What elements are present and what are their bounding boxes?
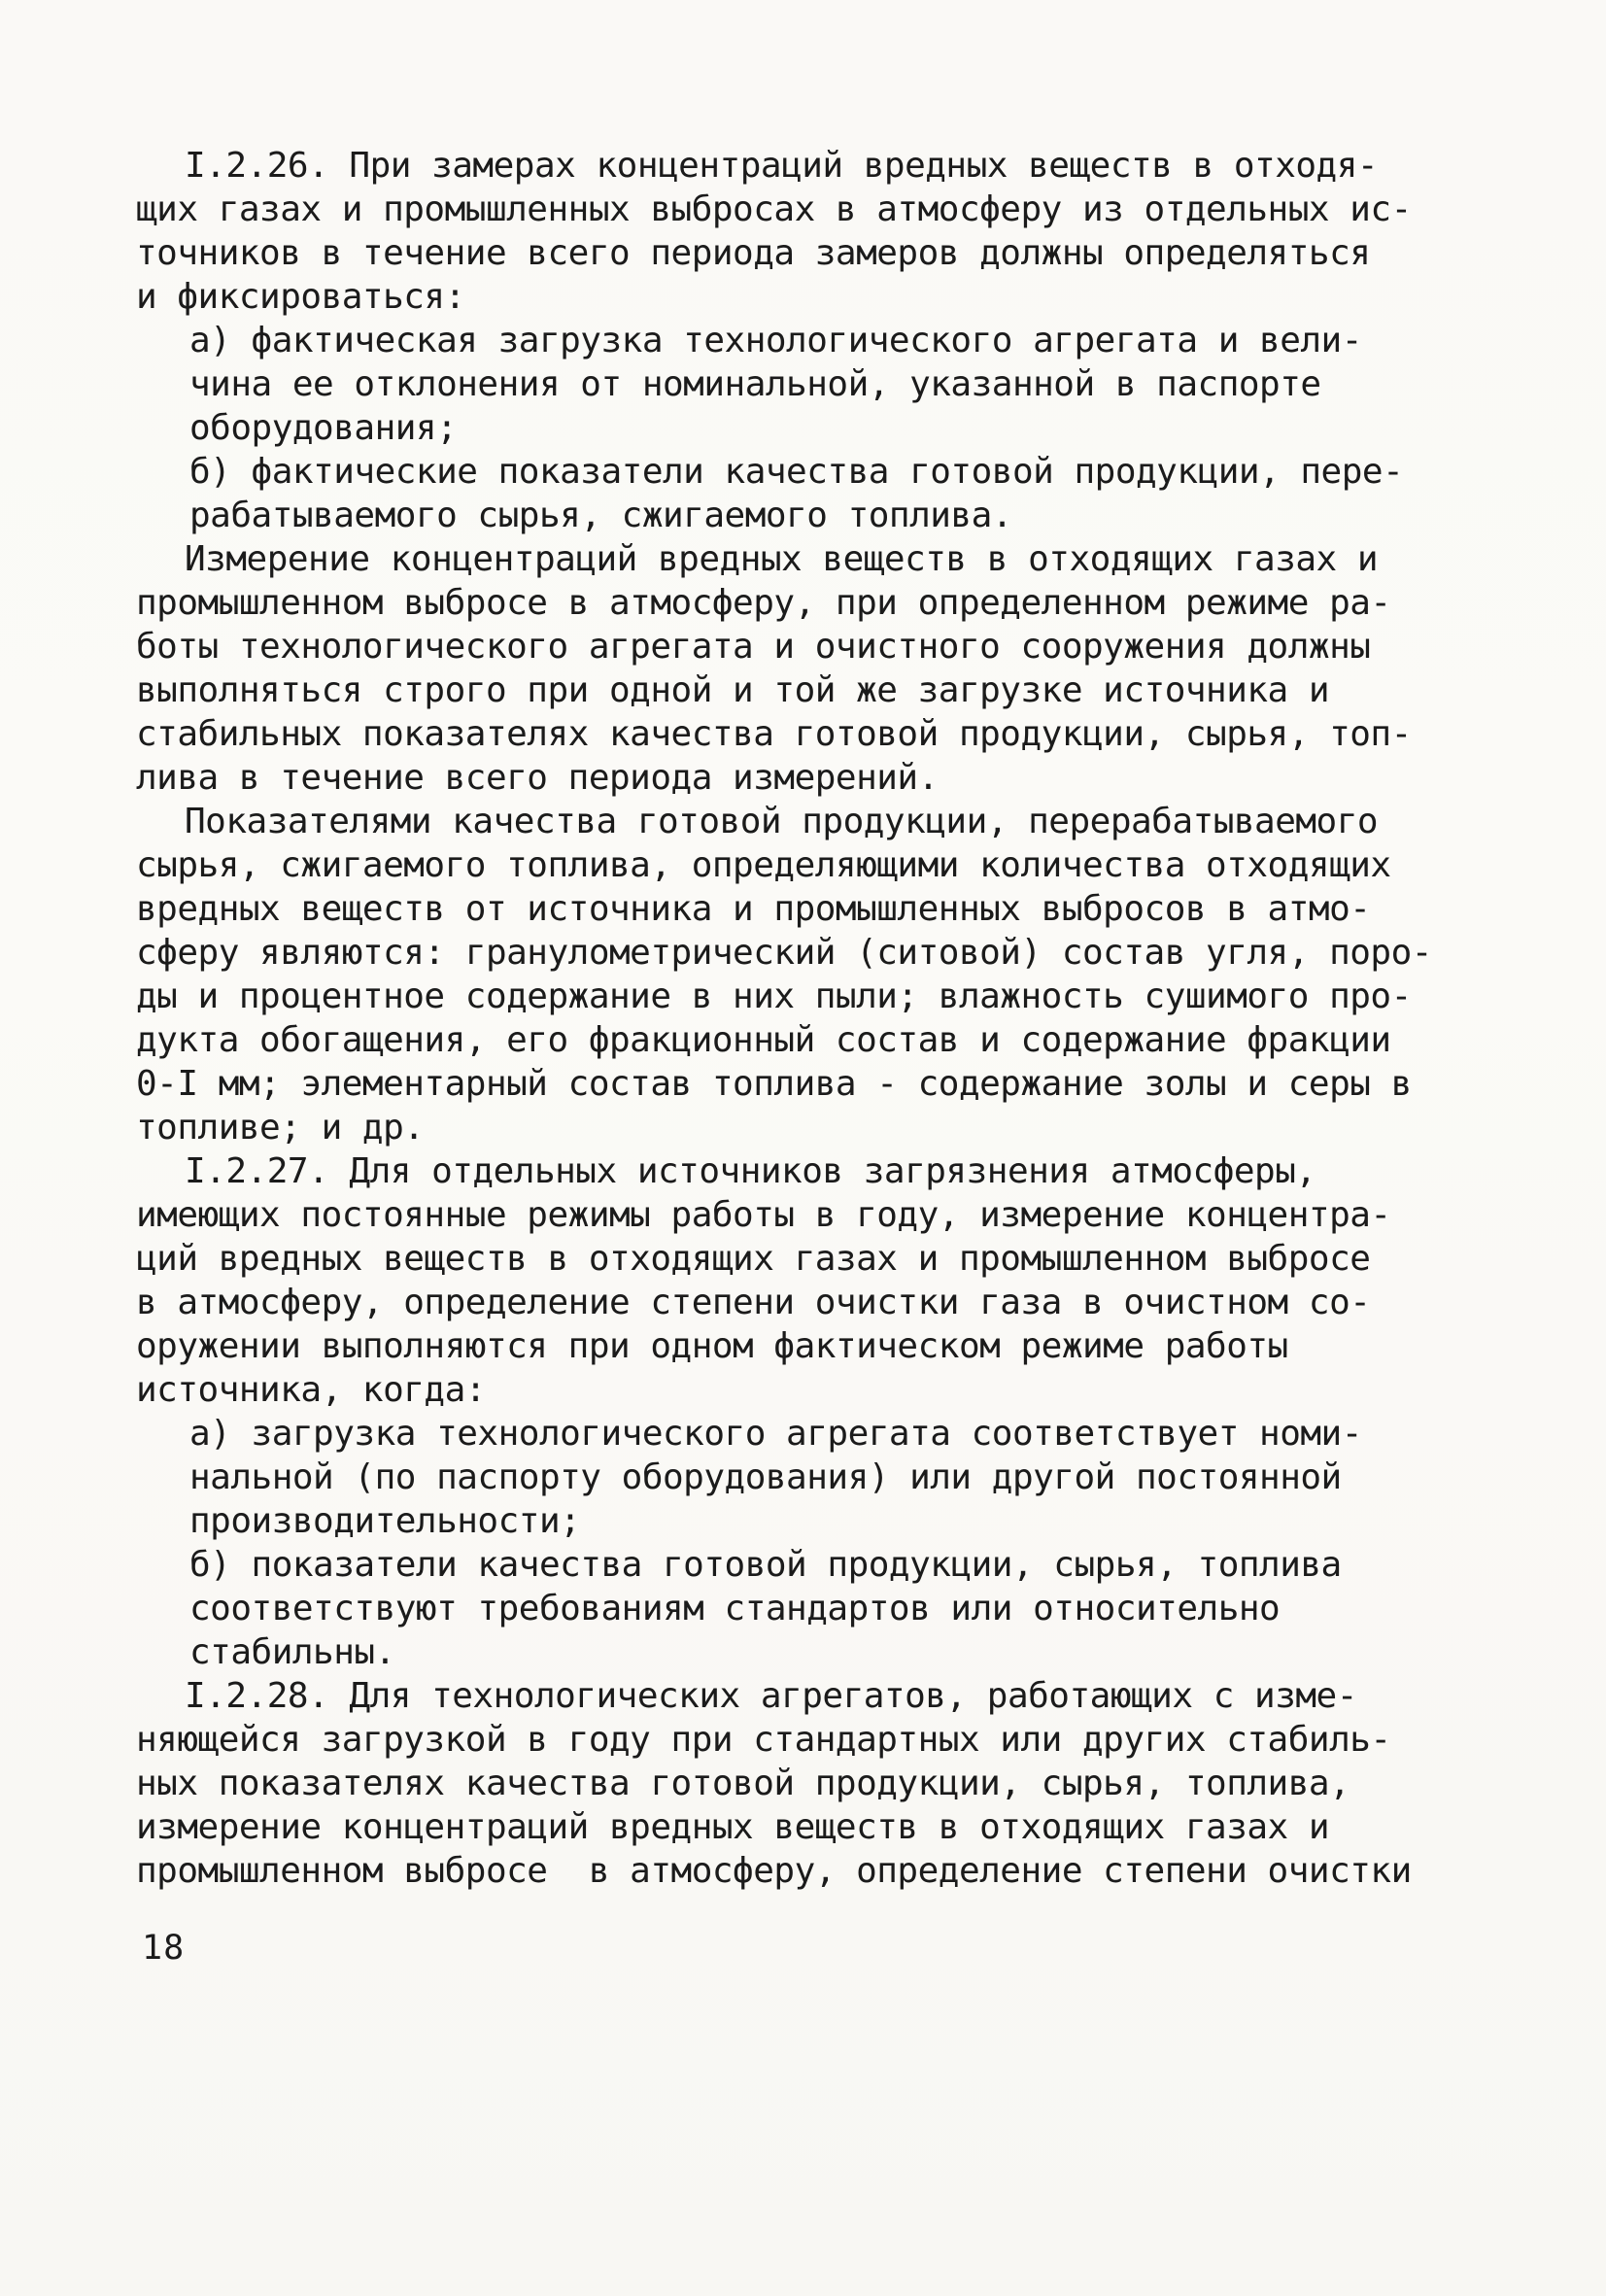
- text-line: ных показателях качества готовой продукции, сырья, топлива,: [136, 1764, 1350, 1803]
- text-line: б) фактические показатели качества готовой продукции, пере-: [189, 452, 1404, 492]
- text-line: оборудования;: [189, 408, 458, 448]
- text-line: и фиксироваться:: [136, 277, 465, 317]
- text-line: 0-I мм; элементарный состав топлива - содержание золы и серы в: [136, 1064, 1412, 1104]
- text-line: стабильны.: [189, 1632, 395, 1672]
- text-line: Измерение концентраций вредных веществ в отходящих газах и: [185, 539, 1379, 579]
- text-line: ций вредных веществ в отходящих газах и промышленном выбросе: [136, 1239, 1371, 1279]
- text-line: имеющих постоянные режимы работы в году, измерение концентра-: [136, 1195, 1391, 1235]
- text-block: [136, 144, 1516, 1893]
- text-line: промышленном выбросе в атмосферу, при определенном режиме ра-: [136, 583, 1391, 623]
- text-line: точников в течение всего периода замеров должны определяться: [136, 233, 1371, 273]
- text-line: в атмосферу, определение степени очистки газа в очистном со-: [136, 1283, 1371, 1322]
- text-line: выполняться строго при одной и той же загрузке источника и: [136, 670, 1330, 710]
- text-line: соответствуют требованиям стандартов или относительно: [189, 1589, 1281, 1628]
- text-line: стабильных показателях качества готовой продукции, сырья, топ-: [136, 714, 1412, 754]
- text-line: источника, когда:: [136, 1370, 486, 1410]
- text-line: ды и процентное содержание в них пыли; влажность сушимого про-: [136, 977, 1412, 1016]
- text-line: топливе; и др.: [136, 1108, 425, 1148]
- text-line: дукта обогащения, его фракционный состав и содержание фракции: [136, 1020, 1391, 1060]
- text-line: промышленном выбросе в атмосферу, определение степени очистки: [136, 1851, 1412, 1891]
- text-line: измерение концентраций вредных веществ в отходящих газах и: [136, 1807, 1330, 1847]
- text-line: нальной (по паспорту оборудования) или другой постоянной: [189, 1457, 1342, 1497]
- page-number: 18: [142, 1929, 186, 1968]
- text-line: боты технологического агрегата и очистного сооружения должны: [136, 627, 1371, 667]
- text-line: сферу являются: гранулометрический (ситовой) состав угля, поро-: [136, 933, 1432, 973]
- text-line: I.2.27. Для отдельных источников загрязнения атмосферы,: [185, 1151, 1316, 1191]
- text-line: сырья, сжигаемого топлива, определяющими количества отходящих: [136, 845, 1391, 885]
- text-line: няющейся загрузкой в году при стандартных или других стабиль-: [136, 1720, 1391, 1760]
- text-line: б) показатели качества готовой продукции, сырья, топлива: [189, 1545, 1342, 1585]
- text-line: щих газах и промышленных выбросах в атмосферу из отдельных ис-: [136, 189, 1412, 229]
- text-line: рабатываемого сырья, сжигаемого топлива.: [189, 496, 1012, 535]
- text-line: лива в течение всего периода измерений.: [136, 758, 939, 798]
- text-line: а) загрузка технологического агрегата соответствует номи-: [189, 1414, 1362, 1454]
- text-line: I.2.28. Для технологических агрегатов, работающих с изме-: [185, 1676, 1357, 1716]
- text-line: чина ее отклонения от номинальной, указанной в паспорте: [189, 364, 1321, 404]
- text-line: I.2.26. При замерах концентраций вредных веществ в отходя-: [185, 146, 1379, 186]
- text-line: вредных веществ от источника и промышленных выбросов в атмо-: [136, 889, 1371, 929]
- text-line: производительности;: [189, 1501, 581, 1541]
- text-line: а) фактическая загрузка технологического агрегата и вели-: [189, 321, 1362, 360]
- text-line: оружении выполняются при одном фактическом режиме работы: [136, 1326, 1288, 1366]
- text-line: Показателями качества готовой продукции, перерабатываемого: [185, 802, 1379, 841]
